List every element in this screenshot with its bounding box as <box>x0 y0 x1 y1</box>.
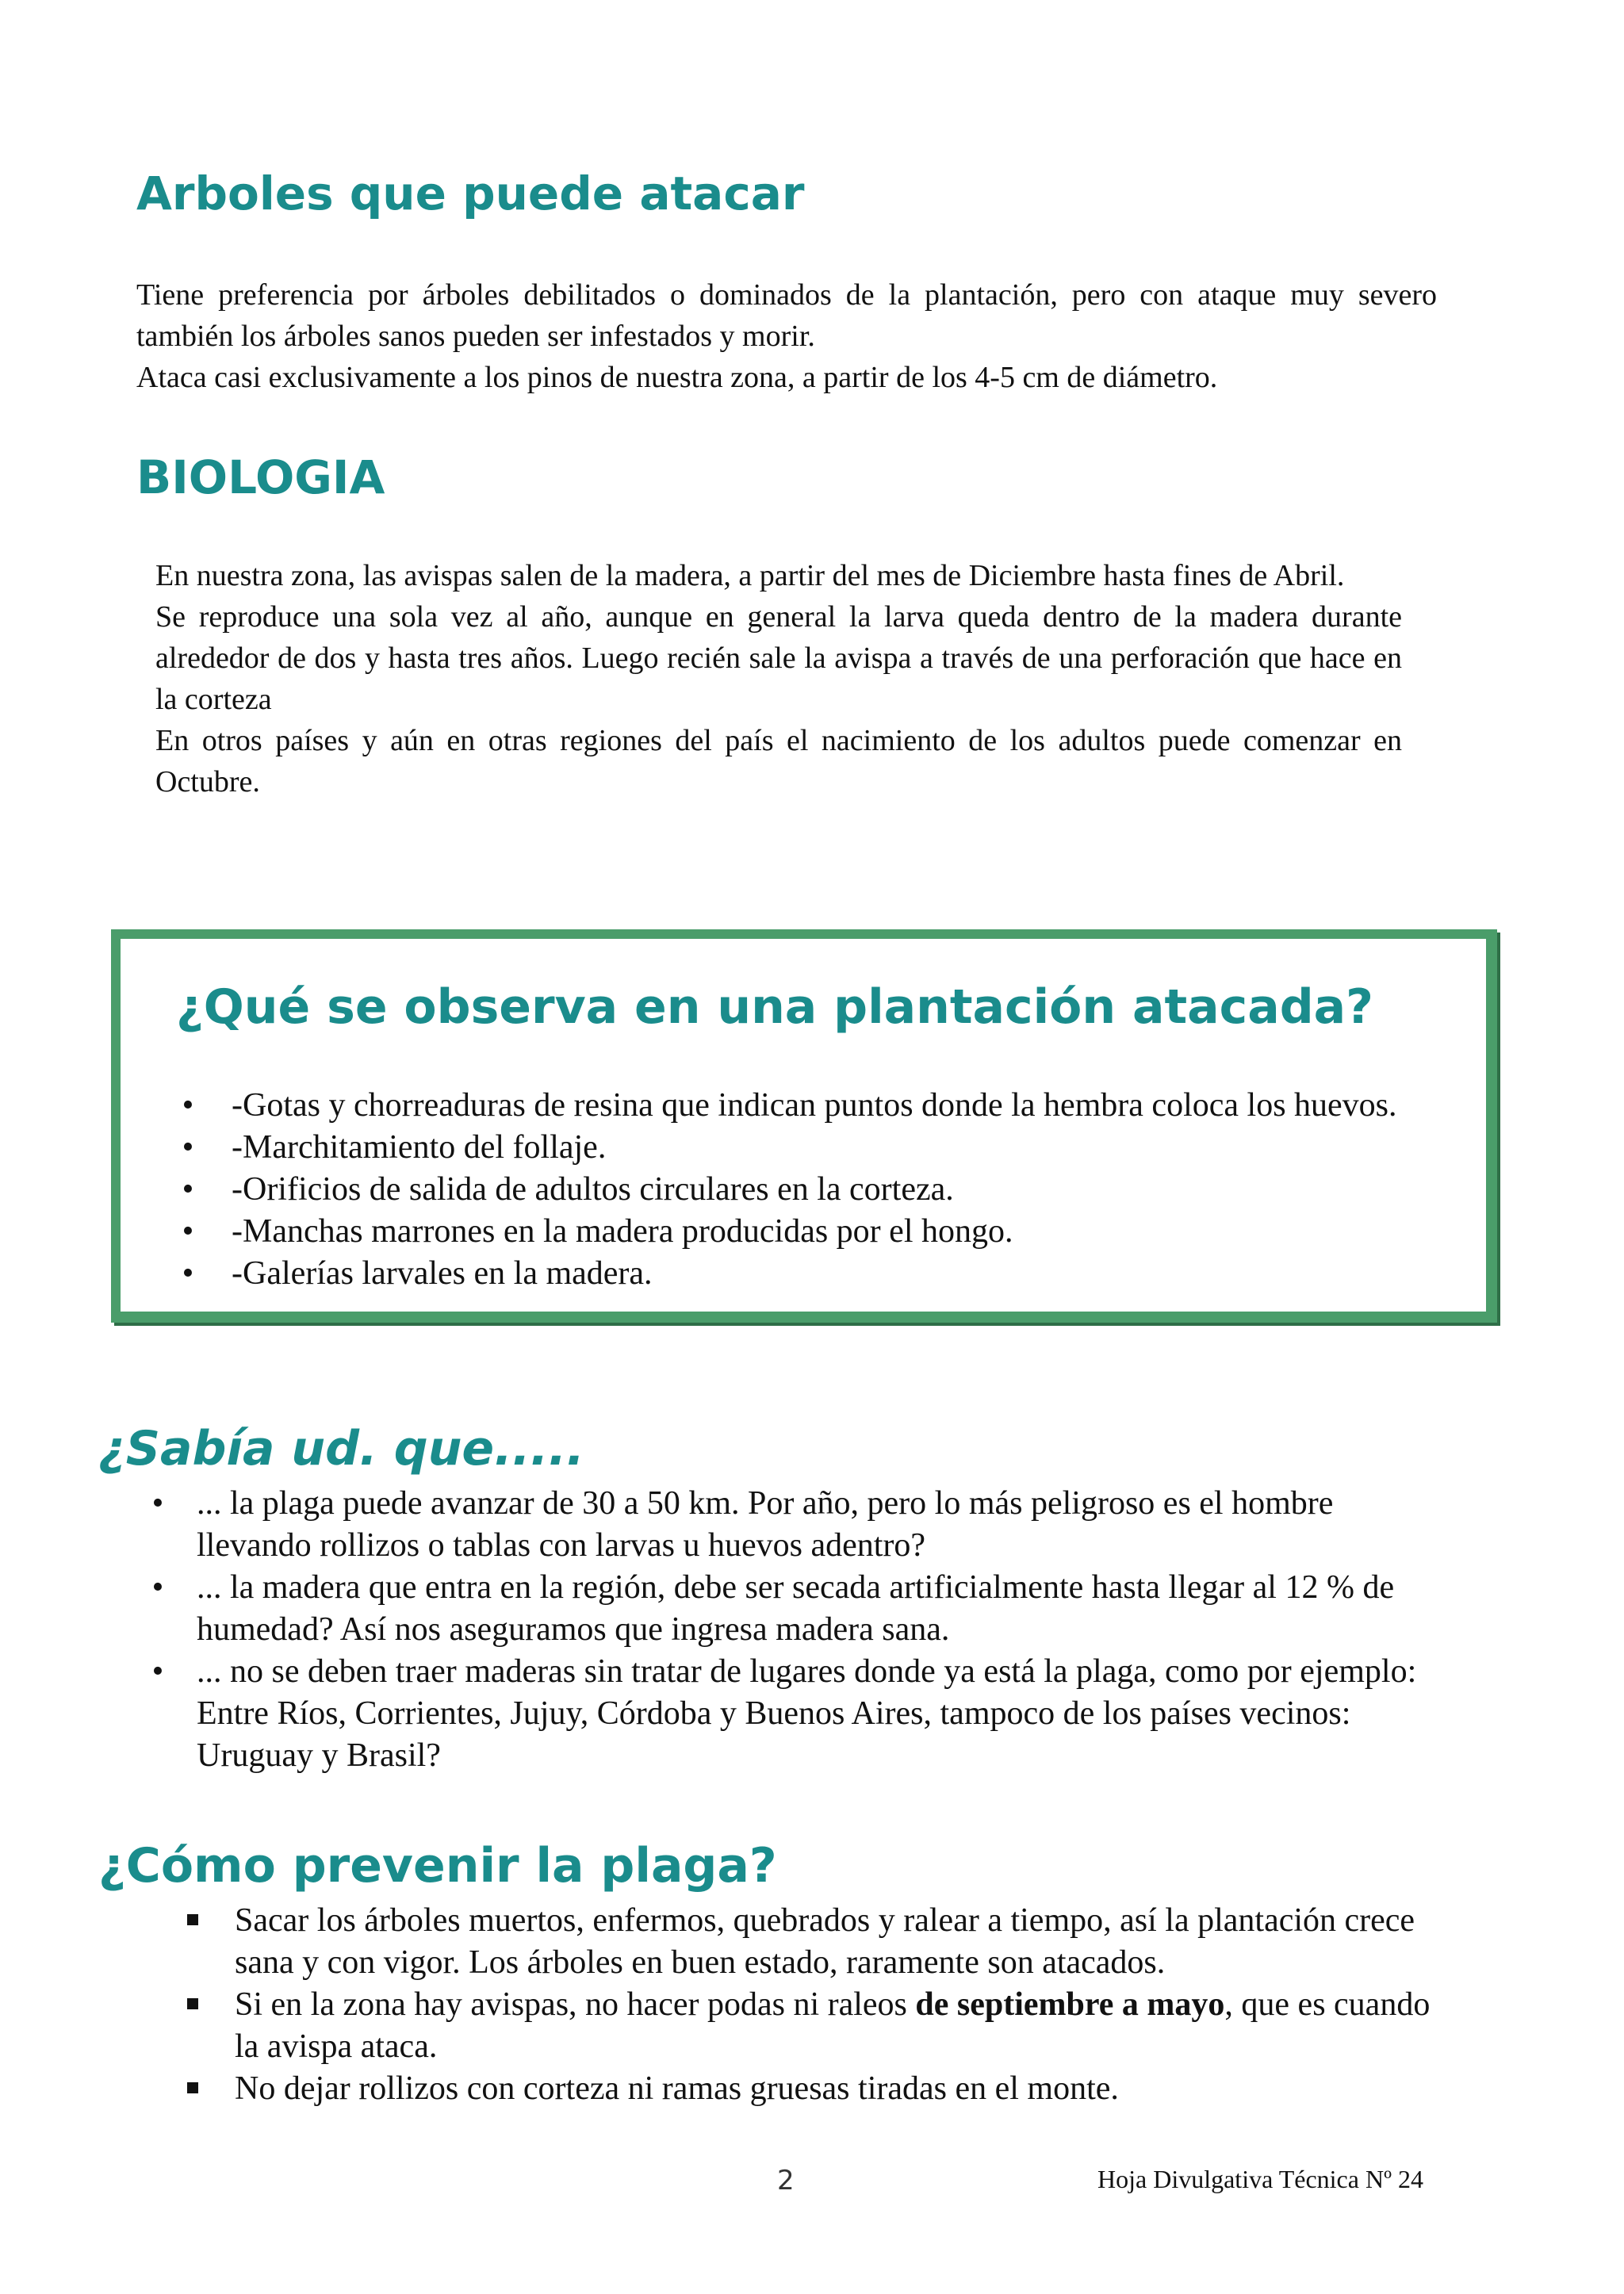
list-item-text-emphasis: de septiembre a mayo <box>915 1986 1225 2023</box>
observation-list <box>176 1085 1461 1295</box>
bullet-icon: • <box>151 1569 164 1606</box>
square-bullet-icon <box>187 1914 198 1925</box>
heading-observa: ¿Qué se observa en una plantación atacada? <box>176 979 1373 1035</box>
square-bullet-icon <box>187 1998 198 2009</box>
bullet-icon: • <box>182 1255 194 1292</box>
heading-prevenir: ¿Cómo prevenir la plaga? <box>98 1838 777 1894</box>
heading-arboles: Arboles que puede atacar <box>136 167 805 220</box>
list-item-text: Sacar los árboles muertos, enfermos, quebrados y ralear a tiempo, así la plantación crece sana y con vigor. Los árboles en buen estado, raramente son atacados. <box>235 1902 1415 1981</box>
arboles-paragraph-2: Ataca casi exclusivamente a los pinos de nuestra zona, a partir de los 4-5 cm de diámetro. <box>136 361 1218 394</box>
bullet-icon: • <box>182 1129 194 1166</box>
biologia-paragraph-3: En otros países y aún en otras regiones del país el nacimiento de los adultos puede comenzar en Octubre. <box>155 724 1402 798</box>
page-number: 2 <box>777 2165 795 2196</box>
list-item-text: -Manchas marrones en la madera producidas por el hongo. <box>232 1213 1013 1250</box>
list-item <box>146 1567 1454 1651</box>
list-item-text: -Gotas y chorreaduras de resina que indican puntos donde la hembra coloca los huevos. <box>232 1087 1397 1124</box>
sabia-list <box>146 1483 1454 1777</box>
list-item-text: -Marchitamiento del follaje. <box>232 1129 607 1166</box>
list-item <box>184 1900 1453 1984</box>
prevenir-list <box>184 1900 1453 2110</box>
heading-biologia: BIOLOGIA <box>136 450 385 504</box>
list-item <box>176 1253 1461 1295</box>
list-item <box>146 1651 1454 1777</box>
list-item <box>184 2068 1453 2110</box>
bullet-icon: • <box>182 1171 194 1208</box>
biologia-paragraph-1: En nuestra zona, las avispas salen de la madera, a partir del mes de Diciembre hasta fines de Abril. <box>155 559 1345 592</box>
biologia-text <box>155 555 1402 802</box>
square-bullet-icon <box>187 2082 198 2093</box>
list-item-text: No dejar rollizos con corteza ni ramas gruesas tiradas en el monte. <box>235 2070 1119 2107</box>
heading-sabia: ¿Sabía ud. que..... <box>98 1421 585 1476</box>
biologia-paragraph-2: Se reproduce una sola vez al año, aunque en general la larva queda dentro de la madera durante alrededor de dos y hasta tres años. Luego recién sale la avispa a través de una perforación que hace en la corteza <box>155 600 1402 716</box>
list-item <box>184 1984 1453 2068</box>
list-item <box>176 1169 1461 1211</box>
bullet-icon: • <box>151 1485 164 1522</box>
list-item <box>176 1085 1461 1127</box>
list-item <box>176 1211 1461 1253</box>
bullet-icon: • <box>182 1213 194 1250</box>
arboles-paragraph-1: Tiene preferencia por árboles debilitados o dominados de la plantación, pero con ataque muy severo también los árboles sanos pueden ser infestados y morir. <box>136 278 1437 353</box>
list-item-text: ... no se deben traer maderas sin tratar de lugares donde ya está la plaga, como por ejemplo: Entre Ríos, Corrientes, Jujuy, Córdoba y Buenos Aires, tampoco de los países vecinos: Uruguay y Brasil? <box>197 1653 1417 1774</box>
list-item-text: -Galerías larvales en la madera. <box>232 1255 653 1292</box>
list-item <box>146 1483 1454 1567</box>
list-item-text-start: Si en la zona hay avispas, no hacer podas ni raleos <box>235 1986 916 2023</box>
publication-label: Hoja Divulgativa Técnica Nº 24 <box>1097 2165 1423 2193</box>
bullet-icon: • <box>151 1653 164 1690</box>
list-item-text: ... la madera que entra en la región, debe ser secada artificialmente hasta llegar al 12 % de humedad? Así nos aseguramos que ingresa madera sana. <box>197 1569 1395 1648</box>
list-item-text: ... la plaga puede avanzar de 30 a 50 km. Por año, pero lo más peligroso es el hombre llevando rollizos o tablas con larvas u huevos adentro? <box>197 1485 1334 1564</box>
list-item-text: -Orificios de salida de adultos circulares en la corteza. <box>232 1171 954 1208</box>
arboles-text <box>136 274 1437 398</box>
list-item-text-end: , que es cuando la avispa ataca. <box>235 1986 1431 2065</box>
bullet-icon: • <box>182 1087 194 1124</box>
list-item <box>176 1127 1461 1169</box>
